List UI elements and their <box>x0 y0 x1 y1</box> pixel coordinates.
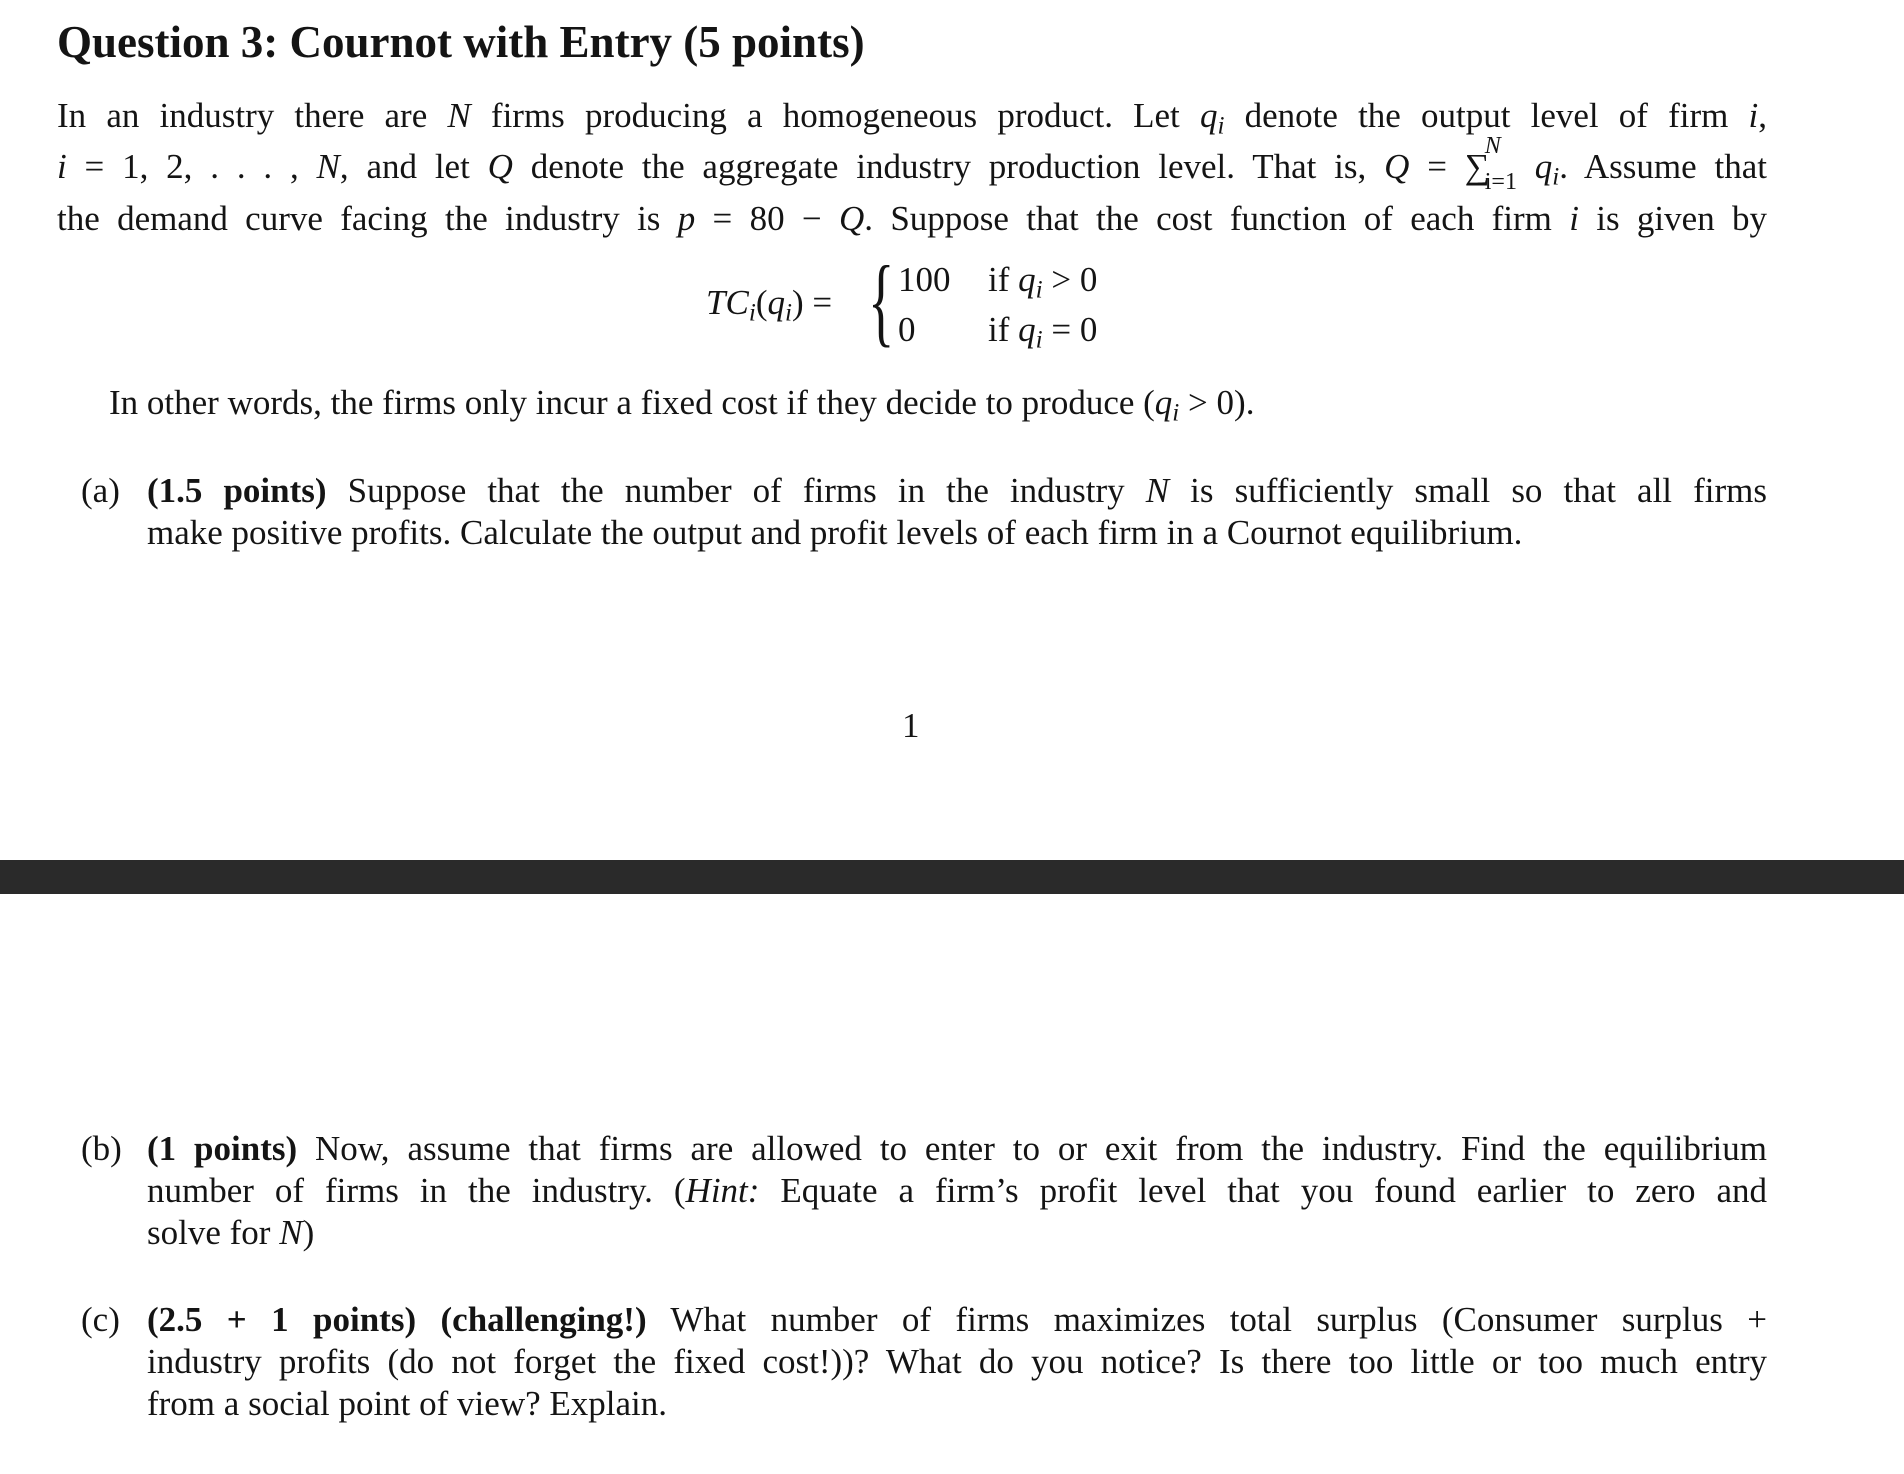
part-a-line-2: make positive profits. Calculate the output and profit levels of each firm in a Cournot equilibrium. <box>147 513 1523 552</box>
part-c-line-1: (2.5 + 1 points) (challenging!) What number of firms maximizes total surplus (Consumer surplus + <box>147 1300 1768 1339</box>
part-b-line-2: number of firms in the industry. (Hint: Equate a firm’s profit level that you found earlier to zero and <box>147 1171 1767 1210</box>
intro-line-1: In an industry there are N firms producing a homogeneous product. Let $q_i$ denote the output level of firm i, <box>57 96 1768 140</box>
part-b-line-3: solve for N) <box>147 1213 315 1252</box>
other-words-paragraph <box>109 382 1609 433</box>
intro-paragraph <box>57 95 1767 239</box>
part-a-text <box>147 470 1767 554</box>
part-c-line-3: from a social point of view? Explain. <box>147 1384 667 1423</box>
part-c-text <box>147 1299 1767 1425</box>
intro-line-2: i = 1, 2, . . . , N, and let Q denote the aggregate industry production level. That is, Q = ∑ N i=1 $q_i$. Assume that <box>57 133 1767 196</box>
part-c-label: (c) <box>81 1300 120 1339</box>
other-words-line: In other words, the firms only incur a fixed cost if they decide to produce $(q_i > 0)$. <box>109 383 1255 427</box>
case-1-value: 100 <box>898 260 951 299</box>
case-2-condition: if $q_i = 0$ <box>988 310 1098 354</box>
pdf-page-2 <box>0 894 1904 1474</box>
part-a-label: (a) <box>81 471 120 510</box>
case-2-value: 0 <box>898 310 916 349</box>
equation-lhs: $TC_i(q_i)$ = <box>706 283 833 327</box>
part-b-label: (b) <box>81 1129 122 1168</box>
case-1-condition: if $q_i > 0$ <box>988 260 1098 304</box>
part-b-text <box>147 1128 1767 1254</box>
page-number: 1 <box>902 706 920 745</box>
cost-function-equation <box>700 245 1220 362</box>
intro-line-3: the demand curve facing the industry is p = 80 − Q. Suppose that the cost function of each firm i is given by <box>57 198 1768 238</box>
summation-symbol: ∑ N i=1 <box>1464 133 1517 196</box>
page-separator <box>0 860 1904 894</box>
question-title: Question 3: Cournot with Entry (5 points) <box>57 17 865 67</box>
part-c-line-2: industry profits (do not forget the fixed cost!))? What do you notice? Is there too little or too much entry <box>147 1342 1767 1381</box>
part-a-line-1: (1.5 points) Suppose that the number of firms in the industry N is sufficiently small so that all firms <box>147 471 1767 510</box>
part-b-line-1: (1 points) Now, assume that firms are allowed to enter to or exit from the industry. Find the equilibrium <box>147 1129 1767 1168</box>
piecewise-brace: { <box>868 245 895 356</box>
